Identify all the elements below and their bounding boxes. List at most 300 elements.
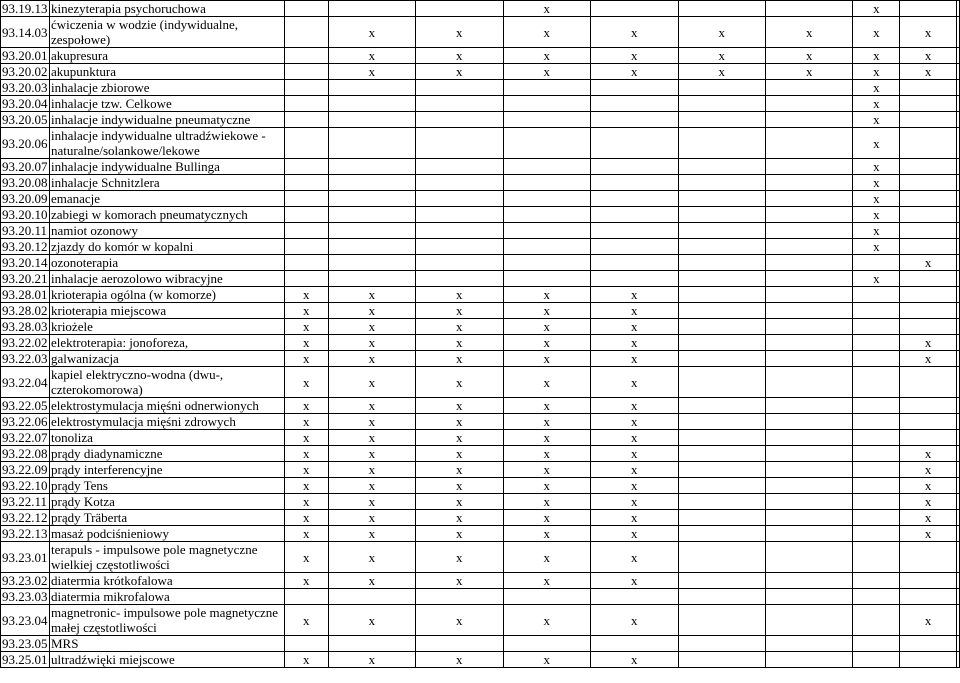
table-row [1,494,960,510]
mark-cell [503,255,590,271]
mark-cell [678,128,765,159]
procedure-name: kriożele [49,319,284,335]
mark-cell: x [766,64,853,80]
mark-cell [766,191,853,207]
procedure-name: prądy Kotza [49,494,284,510]
mark-cell [284,159,328,175]
mark-cell [956,510,959,526]
mark-cell [956,573,959,589]
mark-cell [900,159,957,175]
table-row [1,191,960,207]
mark-cell: x [503,319,590,335]
mark-cell [416,255,503,271]
mark-cell [766,494,853,510]
mark-cell [416,589,503,605]
mark-cell [678,398,765,414]
mark-cell [678,573,765,589]
mark-cell: x [416,398,503,414]
mark-cell: x [416,510,503,526]
mark-cell [328,191,415,207]
mark-cell [853,351,900,367]
mark-cell [853,335,900,351]
mark-cell: x [416,478,503,494]
mark-cell [591,191,678,207]
mark-cell [284,96,328,112]
mark-cell [853,303,900,319]
mark-cell [678,80,765,96]
mark-cell [591,271,678,287]
procedure-name: terapuls - impulsowe pole magnetyczne wielkiej częstotliwości [49,542,284,573]
mark-cell [328,80,415,96]
mark-cell [956,652,959,668]
mark-cell: x [284,446,328,462]
mark-cell [328,128,415,159]
mark-cell: x [853,1,900,17]
mark-cell [956,64,959,80]
procedure-code: 93.23.02 [2,573,48,588]
mark-cell [766,462,853,478]
mark-cell: x [284,494,328,510]
table-row [1,542,960,573]
mark-cell [956,335,959,351]
mark-cell: x [766,48,853,64]
procedure-code: 93.20.01 [2,48,48,63]
procedure-code: 93.23.01 [1,542,50,573]
table-row [1,462,960,478]
mark-cell: x [503,478,590,494]
mark-cell [416,1,503,17]
mark-cell [900,573,957,589]
procedure-code: 93.22.09 [2,462,48,477]
mark-cell: x [284,462,328,478]
mark-cell: x [416,303,503,319]
table-row [1,652,960,668]
table-row [1,446,960,462]
mark-cell: x [503,446,590,462]
mark-cell [956,175,959,191]
mark-cell: x [591,526,678,542]
mark-cell: x [328,351,415,367]
mark-cell [853,510,900,526]
mark-cell: x [853,128,900,159]
mark-cell [678,542,765,573]
mark-cell [328,112,415,128]
mark-cell: x [591,303,678,319]
mark-cell: x [900,462,957,478]
procedure-name: elektroterapia: jonoforeza, [49,335,284,351]
mark-cell [678,112,765,128]
mark-cell [956,462,959,478]
mark-cell [591,80,678,96]
mark-cell: x [284,398,328,414]
mark-cell [678,510,765,526]
procedure-name: inhalacje Schnitzlera [49,175,284,191]
mark-cell: x [900,48,957,64]
mark-cell [900,398,957,414]
procedure-code: 93.20.06 [1,128,50,159]
mark-cell: x [900,335,957,351]
mark-cell [766,398,853,414]
procedure-name: inhalacje zbiorowe [49,80,284,96]
mark-cell: x [900,494,957,510]
mark-cell: x [416,351,503,367]
mark-cell [956,478,959,494]
mark-cell [900,367,957,398]
procedure-code: 93.22.13 [2,526,48,541]
mark-cell: x [328,573,415,589]
procedure-name: akupunktura [49,64,284,80]
mark-cell [853,319,900,335]
mark-cell [956,1,959,17]
mark-cell [678,446,765,462]
mark-cell: x [900,64,957,80]
mark-cell [678,207,765,223]
mark-cell [766,112,853,128]
mark-cell [678,636,765,652]
mark-cell: x [328,319,415,335]
mark-cell: x [503,542,590,573]
procedure-code: 93.22.05 [2,398,48,413]
mark-cell [956,207,959,223]
mark-cell: x [900,17,957,48]
mark-cell [900,303,957,319]
procedure-name: ultradźwięki miejscowe [49,652,284,668]
mark-cell [591,255,678,271]
procedure-code: 93.22.12 [2,510,48,525]
mark-cell: x [284,430,328,446]
mark-cell: x [678,64,765,80]
mark-cell [416,223,503,239]
procedure-name: inhalacje indywidualne ultradźwiekowe - naturalne/solankowe/lekowe [49,128,284,159]
mark-cell [956,239,959,255]
mark-cell [678,191,765,207]
mark-cell [853,652,900,668]
mark-cell [766,159,853,175]
mark-cell: x [503,510,590,526]
mark-cell: x [591,367,678,398]
mark-cell: x [853,223,900,239]
procedure-name: prądy Träberta [49,510,284,526]
mark-cell [956,367,959,398]
table-row [1,589,960,605]
mark-cell [678,351,765,367]
table-row [1,510,960,526]
mark-cell [416,159,503,175]
mark-cell [284,191,328,207]
mark-cell: x [591,335,678,351]
table-row [1,271,960,287]
mark-cell [956,430,959,446]
table-row [1,64,960,80]
mark-cell: x [328,398,415,414]
mark-cell [853,494,900,510]
table-row [1,636,960,652]
procedure-code: 93.23.03 [2,589,48,604]
table-row [1,128,960,159]
mark-cell: x [853,96,900,112]
mark-cell: x [503,1,590,17]
mark-cell [900,287,957,303]
mark-cell: x [503,605,590,636]
mark-cell: x [284,542,328,573]
mark-cell [503,175,590,191]
mark-cell: x [416,319,503,335]
procedure-name: krioterapia ogólna (w komorze) [49,287,284,303]
mark-cell [900,1,957,17]
mark-cell: x [284,367,328,398]
mark-cell [853,636,900,652]
mark-cell [956,223,959,239]
mark-cell [678,652,765,668]
procedure-code: 93.20.03 [2,80,48,95]
mark-cell [591,159,678,175]
procedure-code: 93.23.05 [2,636,48,651]
procedure-name: namiot ozonowy [49,223,284,239]
mark-cell: x [900,526,957,542]
mark-cell [416,175,503,191]
mark-cell [678,526,765,542]
mark-cell [766,287,853,303]
mark-cell [284,80,328,96]
mark-cell [678,255,765,271]
mark-cell: x [853,207,900,223]
procedure-code: 93.20.05 [2,112,48,127]
procedure-name: kapiel elektryczno-wodna (dwu-, czterokomorowa) [49,367,284,398]
mark-cell: x [591,542,678,573]
table-row [1,159,960,175]
table-row [1,430,960,446]
mark-cell [766,335,853,351]
mark-cell: x [591,430,678,446]
mark-cell [591,112,678,128]
mark-cell: x [328,64,415,80]
mark-cell [900,112,957,128]
mark-cell [766,526,853,542]
mark-cell: x [853,191,900,207]
mark-cell: x [284,510,328,526]
mark-cell [766,478,853,494]
mark-cell [956,191,959,207]
mark-cell [956,526,959,542]
procedure-code: 93.22.08 [2,446,48,461]
mark-cell [678,589,765,605]
mark-cell [956,17,959,48]
procedure-code: 93.20.10 [2,207,48,222]
mark-cell: x [328,430,415,446]
mark-cell: x [416,17,503,48]
mark-cell: x [900,446,957,462]
procedure-name: inhalacje aerozolowo wibracyjne [49,271,284,287]
mark-cell [766,128,853,159]
procedure-code: 93.19.13 [2,1,48,16]
mark-cell [853,398,900,414]
mark-cell [900,223,957,239]
mark-cell [766,207,853,223]
procedure-code: 93.20.21 [2,271,48,286]
mark-cell [678,605,765,636]
mark-cell [853,446,900,462]
mark-cell: x [853,80,900,96]
procedure-code: 93.28.01 [2,287,48,302]
mark-cell [503,80,590,96]
mark-cell: x [900,255,957,271]
mark-cell [328,159,415,175]
mark-cell [416,191,503,207]
mark-cell: x [503,494,590,510]
mark-cell [678,271,765,287]
procedure-name: MRS [49,636,284,652]
mark-cell: x [853,17,900,48]
procedure-code: 93.22.04 [1,367,50,398]
mark-cell: x [416,335,503,351]
procedure-name: elektrostymulacja mięśni odnerwionych [49,398,284,414]
mark-cell [766,430,853,446]
mark-cell: x [591,652,678,668]
mark-cell [591,239,678,255]
mark-cell [328,589,415,605]
mark-cell [503,589,590,605]
mark-cell [956,636,959,652]
mark-cell: x [503,414,590,430]
mark-cell [766,367,853,398]
mark-cell [678,303,765,319]
mark-cell: x [853,48,900,64]
procedure-name: inhalacje indywidualne pneumatyczne [49,112,284,128]
mark-cell: x [591,351,678,367]
mark-cell [591,589,678,605]
mark-cell [416,636,503,652]
mark-cell [956,605,959,636]
procedure-code: 93.28.02 [2,303,48,318]
mark-cell [956,446,959,462]
mark-cell [678,287,765,303]
table-row [1,319,960,335]
mark-cell [900,80,957,96]
mark-cell [328,207,415,223]
procedure-name: emanacje [49,191,284,207]
mark-cell [503,112,590,128]
procedure-name: galwanizacja [49,351,284,367]
mark-cell: x [503,287,590,303]
procedure-name: elektrostymulacja mięśni zdrowych [49,414,284,430]
mark-cell [284,239,328,255]
mark-cell: x [284,287,328,303]
table-row [1,478,960,494]
procedure-code: 93.20.09 [2,191,48,206]
table-row [1,335,960,351]
mark-cell [766,80,853,96]
mark-cell: x [416,430,503,446]
mark-cell: x [328,335,415,351]
mark-cell: x [591,398,678,414]
mark-cell [853,462,900,478]
mark-cell [503,239,590,255]
table-row [1,48,960,64]
mark-cell [591,223,678,239]
mark-cell: x [591,48,678,64]
table-row [1,1,960,17]
table-row [1,303,960,319]
mark-cell [591,128,678,159]
mark-cell [328,175,415,191]
mark-cell [853,287,900,303]
mark-cell: x [416,494,503,510]
mark-cell: x [328,605,415,636]
mark-cell [766,303,853,319]
mark-cell: x [416,414,503,430]
mark-cell [766,510,853,526]
mark-cell [766,223,853,239]
mark-cell [678,494,765,510]
procedure-code: 93.20.04 [2,96,48,111]
mark-cell [284,636,328,652]
mark-cell: x [591,478,678,494]
mark-cell [678,478,765,494]
mark-cell [766,351,853,367]
table-row [1,96,960,112]
mark-cell [328,255,415,271]
mark-cell: x [416,48,503,64]
procedure-name: prądy diadynamiczne [49,446,284,462]
procedure-code: 93.22.02 [2,335,48,350]
mark-cell [956,48,959,64]
table-row [1,351,960,367]
mark-cell [678,239,765,255]
mark-cell: x [853,271,900,287]
mark-cell [766,239,853,255]
mark-cell [284,1,328,17]
mark-cell [956,414,959,430]
mark-cell [503,159,590,175]
mark-cell [900,542,957,573]
mark-cell [766,573,853,589]
mark-cell: x [503,303,590,319]
mark-cell [956,159,959,175]
procedure-name: kinezyterapia psychoruchowa [49,1,284,17]
table-row [1,414,960,430]
mark-cell [853,367,900,398]
mark-cell: x [678,17,765,48]
table-row [1,398,960,414]
procedure-code: 93.20.07 [2,159,48,174]
table-row [1,80,960,96]
mark-cell [328,1,415,17]
mark-cell [503,636,590,652]
mark-cell: x [328,526,415,542]
mark-cell: x [416,542,503,573]
mark-cell [284,112,328,128]
procedure-code: 93.23.04 [1,605,50,636]
procedure-code: 93.22.11 [1,494,50,510]
mark-cell: x [284,303,328,319]
mark-cell: x [900,478,957,494]
mark-cell [284,207,328,223]
mark-cell [853,430,900,446]
mark-cell: x [503,526,590,542]
procedure-name: magnetronic- impulsowe pole magnetyczne małej częstotliwości [49,605,284,636]
table-row [1,112,960,128]
table-row [1,605,960,636]
procedure-code: 93.28.03 [2,319,48,334]
mark-cell: x [328,17,415,48]
mark-cell: x [328,510,415,526]
procedure-code: 93.25.01 [2,652,48,667]
mark-cell: x [284,573,328,589]
mark-cell: x [766,17,853,48]
procedure-name: akupresura [49,48,284,64]
procedure-name: prądy Tens [49,478,284,494]
mark-cell [416,96,503,112]
